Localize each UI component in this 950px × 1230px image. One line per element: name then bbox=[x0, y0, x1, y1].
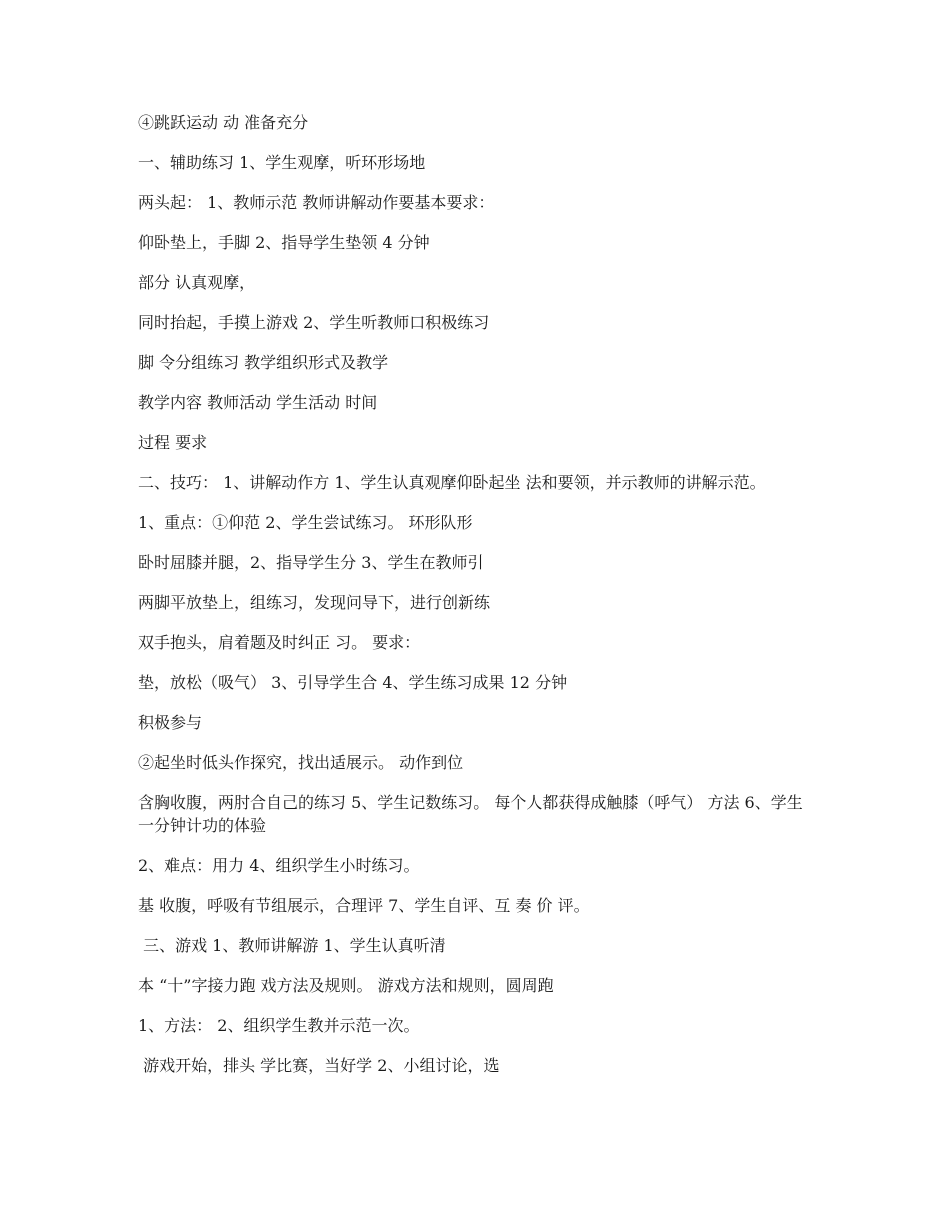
paragraph: 同时抬起，手摸上游戏 2、学生听教师口积极练习 bbox=[138, 313, 490, 332]
paragraph: 二、技巧： 1、讲解动作方 1、学生认真观摩仰卧起坐 法和要领，并示教师的讲解示范。 bbox=[138, 473, 766, 492]
paragraph: ④跳跃运动 动 准备充分 bbox=[138, 113, 309, 132]
paragraph: 部分 认真观摩， bbox=[138, 273, 256, 292]
paragraph: 一、辅助练习 1、学生观摩，听环形场地 bbox=[138, 153, 426, 172]
paragraph: 含胸收腹，两肘合自己的练习 5、学生记数练习。 每个人都获得成触膝（呼气） 方法 6、学生一分钟计功的体验 bbox=[138, 793, 803, 835]
paragraph: 两脚平放垫上，组练习，发现问导下，进行创新练 bbox=[138, 593, 491, 612]
paragraph: 基 收腹，呼吸有节组展示，合理评 7、学生自评、互 奏 价 评。 bbox=[138, 896, 590, 915]
paragraph: 三、游戏 1、教师讲解游 1、学生认真听清 bbox=[138, 936, 446, 955]
document-body bbox=[138, 111, 813, 1094]
paragraph: 卧时屈膝并腿，2、指导学生分 3、学生在教师引 bbox=[138, 553, 484, 572]
paragraph: ②起坐时低头作探究，找出适展示。 动作到位 bbox=[138, 753, 464, 772]
paragraph: 1、重点：①仰范 2、学生尝试练习。 环形队形 bbox=[138, 513, 473, 532]
paragraph: 仰卧垫上，手脚 2、指导学生垫领 4 分钟 bbox=[138, 233, 430, 252]
paragraph: 两头起： 1、教师示范 教师讲解动作要基本要求： bbox=[138, 193, 495, 212]
paragraph: 1、方法： 2、组织学生教并示范一次。 bbox=[138, 1016, 420, 1035]
paragraph: 教学内容 教师活动 学生活动 时间 bbox=[138, 393, 378, 412]
paragraph: 游戏开始，排头 学比赛，当好学 2、小组讨论，选 bbox=[138, 1056, 500, 1075]
paragraph: 双手抱头，肩着题及时纠正 习。 要求： bbox=[138, 633, 421, 652]
paragraph: 垫，放松（吸气） 3、引导学生合 4、学生练习成果 12 分钟 bbox=[138, 673, 568, 692]
paragraph: 过程 要求 bbox=[138, 433, 208, 452]
paragraph: 2、难点：用力 4、组织学生小时练习。 bbox=[138, 856, 420, 875]
paragraph: 积极参与 bbox=[138, 713, 203, 732]
paragraph: 脚 令分组练习 教学组织形式及教学 bbox=[138, 353, 389, 372]
paragraph: 本 “十”字接力跑 戏方法及规则。 游戏方法和规则，圆周跑 bbox=[138, 976, 554, 995]
